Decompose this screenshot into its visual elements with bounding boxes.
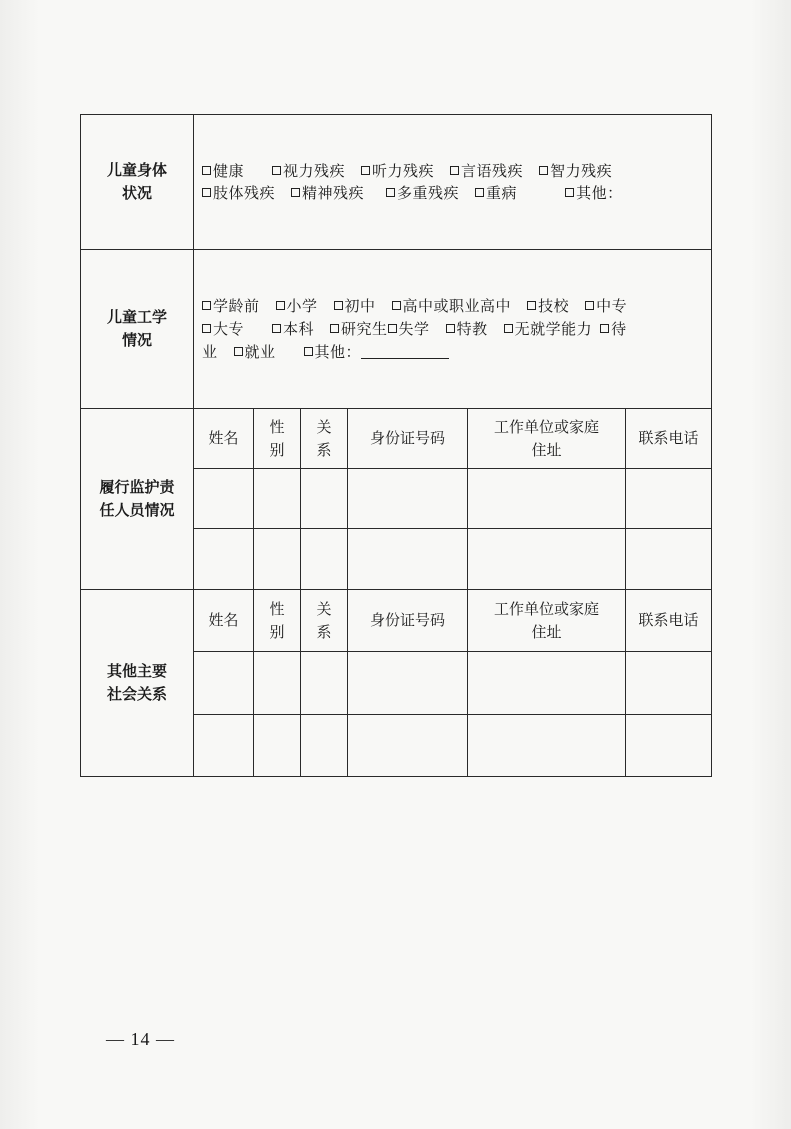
checkbox-icon xyxy=(361,166,370,175)
school-option-vocational[interactable]: 中专 xyxy=(585,297,627,315)
checkbox-icon xyxy=(600,324,609,333)
col-name: 姓名 xyxy=(194,409,254,469)
checkbox-icon xyxy=(446,324,455,333)
school-option-waiting-cont: 业 xyxy=(202,342,218,361)
entry-cell[interactable] xyxy=(626,715,712,777)
entry-cell[interactable] xyxy=(301,469,348,529)
health-option-healthy[interactable]: 健康 xyxy=(202,162,244,180)
col-address: 工作单位或家庭 住址 xyxy=(468,409,626,469)
schooling-label-line2: 情况 xyxy=(121,331,152,349)
relations-label-line2: 社会关系 xyxy=(106,685,167,703)
checkbox-icon xyxy=(272,166,281,175)
col-name: 姓名 xyxy=(194,590,254,652)
checkbox-icon xyxy=(202,324,211,333)
entry-cell[interactable] xyxy=(468,715,626,777)
relations-header-row xyxy=(81,590,712,652)
other-blank-line[interactable] xyxy=(361,344,449,359)
school-option-other[interactable]: 其他： xyxy=(304,343,362,361)
schooling-options xyxy=(194,250,712,409)
checkbox-icon xyxy=(272,324,281,333)
school-option-unable[interactable]: 无就学能力 xyxy=(504,320,593,338)
entry-cell[interactable] xyxy=(348,652,468,715)
relations-label xyxy=(81,590,194,777)
entry-cell[interactable] xyxy=(194,469,254,529)
entry-cell[interactable] xyxy=(348,715,468,777)
entry-cell[interactable] xyxy=(194,715,254,777)
col-relation: 关 系 xyxy=(301,409,348,469)
entry-cell[interactable] xyxy=(468,652,626,715)
page-number: — 14 — xyxy=(106,1029,175,1049)
health-label-line1: 儿童身体 xyxy=(106,161,167,179)
health-option-visual[interactable]: 视力残疾 xyxy=(272,162,345,180)
entry-cell[interactable] xyxy=(254,529,301,590)
checkbox-icon xyxy=(565,188,574,197)
checkbox-icon xyxy=(585,301,594,310)
schooling-label xyxy=(81,250,194,409)
checkbox-icon xyxy=(450,166,459,175)
entry-cell[interactable] xyxy=(348,469,468,529)
school-option-junior[interactable]: 初中 xyxy=(334,297,376,315)
checkbox-icon xyxy=(304,347,313,356)
health-option-hearing[interactable]: 听力残疾 xyxy=(361,162,434,180)
checkbox-icon xyxy=(276,301,285,310)
school-option-college[interactable]: 大专 xyxy=(202,320,244,338)
schooling-row xyxy=(81,250,712,409)
school-option-special[interactable]: 特教 xyxy=(446,320,488,338)
guardians-label-line2: 任人员情况 xyxy=(99,501,175,519)
school-option-employed[interactable]: 就业 xyxy=(234,343,276,361)
school-option-primary[interactable]: 小学 xyxy=(276,297,318,315)
health-option-physical[interactable]: 肢体残疾 xyxy=(202,184,275,202)
health-row xyxy=(81,115,712,250)
col-gender: 性 别 xyxy=(254,409,301,469)
checkbox-icon xyxy=(334,301,343,310)
health-options xyxy=(194,115,712,250)
checkbox-icon xyxy=(202,188,211,197)
entry-cell[interactable] xyxy=(254,715,301,777)
health-label xyxy=(81,115,194,250)
health-option-speech[interactable]: 言语残疾 xyxy=(450,162,523,180)
school-option-technical[interactable]: 技校 xyxy=(527,297,569,315)
info-form-table xyxy=(80,114,712,777)
school-option-graduate[interactable]: 研究生 xyxy=(330,320,388,338)
relations-label-line1: 其他主要 xyxy=(106,662,167,680)
health-option-multiple[interactable]: 多重残疾 xyxy=(386,184,459,202)
guardians-label-line1: 履行监护责 xyxy=(99,478,175,496)
guardians-header-row xyxy=(81,409,712,469)
health-option-serious-illness[interactable]: 重病 xyxy=(475,184,517,202)
col-phone: 联系电话 xyxy=(626,590,712,652)
entry-cell[interactable] xyxy=(301,529,348,590)
col-id-number: 身份证号码 xyxy=(348,590,468,652)
checkbox-icon xyxy=(386,188,395,197)
checkbox-icon xyxy=(504,324,513,333)
checkbox-icon xyxy=(475,188,484,197)
entry-cell[interactable] xyxy=(348,529,468,590)
school-option-dropout[interactable]: 失学 xyxy=(388,320,430,338)
checkbox-icon xyxy=(291,188,300,197)
entry-cell[interactable] xyxy=(626,529,712,590)
checkbox-icon xyxy=(539,166,548,175)
school-option-waiting[interactable]: 待 xyxy=(600,320,627,338)
entry-cell[interactable] xyxy=(626,652,712,715)
entry-cell[interactable] xyxy=(301,652,348,715)
entry-cell[interactable] xyxy=(254,652,301,715)
col-phone: 联系电话 xyxy=(626,409,712,469)
checkbox-icon xyxy=(330,324,339,333)
entry-cell[interactable] xyxy=(468,469,626,529)
col-address: 工作单位或家庭 住址 xyxy=(468,590,626,652)
health-option-mental[interactable]: 精神残疾 xyxy=(291,184,364,202)
checkbox-icon xyxy=(234,347,243,356)
entry-cell[interactable] xyxy=(194,529,254,590)
schooling-label-line1: 儿童工学 xyxy=(106,308,167,326)
health-option-other[interactable]: 其他： xyxy=(565,184,623,202)
health-label-line2: 状况 xyxy=(121,184,152,202)
entry-cell[interactable] xyxy=(626,469,712,529)
health-option-intellectual[interactable]: 智力残疾 xyxy=(539,162,612,180)
entry-cell[interactable] xyxy=(194,652,254,715)
entry-cell[interactable] xyxy=(301,715,348,777)
entry-cell[interactable] xyxy=(468,529,626,590)
col-id-number: 身份证号码 xyxy=(348,409,468,469)
checkbox-icon xyxy=(202,166,211,175)
checkbox-icon xyxy=(392,301,401,310)
entry-cell[interactable] xyxy=(254,469,301,529)
school-option-bachelor[interactable]: 本科 xyxy=(272,320,314,338)
school-option-preschool[interactable]: 学龄前 xyxy=(202,297,260,315)
checkbox-icon xyxy=(202,301,211,310)
guardians-label xyxy=(81,409,194,590)
checkbox-icon xyxy=(388,324,397,333)
school-option-senior[interactable]: 高中或职业高中 xyxy=(392,297,512,315)
checkbox-icon xyxy=(527,301,536,310)
col-gender: 性 别 xyxy=(254,590,301,652)
col-relation: 关 系 xyxy=(301,590,348,652)
